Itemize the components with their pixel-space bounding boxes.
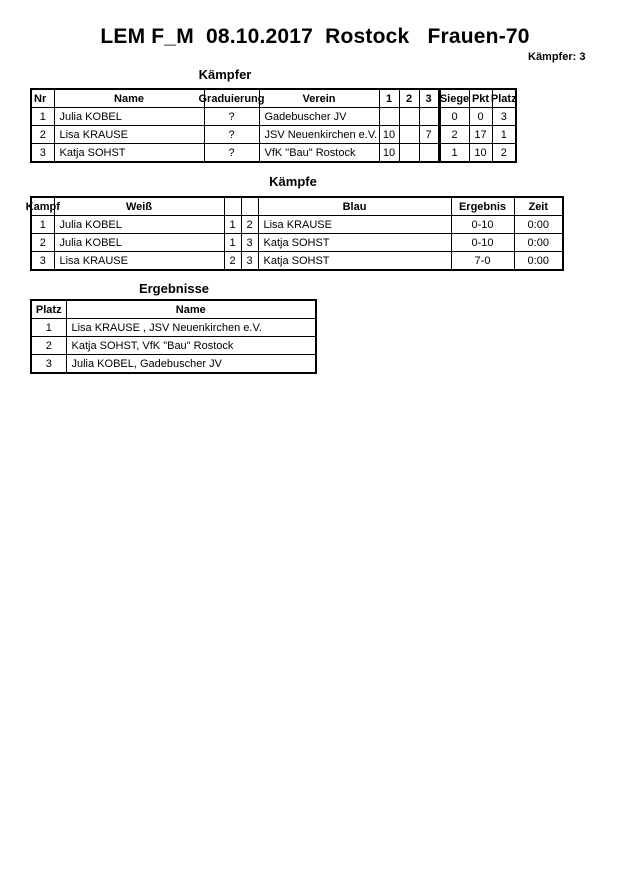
cell-white-fighter: Lisa KRAUSE — [54, 252, 224, 271]
table-row — [31, 355, 316, 374]
results-table — [30, 299, 317, 374]
col-header-verein: Verein — [259, 89, 379, 108]
cell-match1: 10 — [379, 126, 399, 144]
cell-graduierung: ? — [204, 108, 259, 126]
matches-header-row — [31, 197, 563, 216]
table-row — [31, 337, 316, 355]
cell-result: 0-10 — [451, 216, 514, 234]
fighter-count-label: Kämpfer: 3 — [528, 51, 586, 63]
section-heading-kaempfer: Kämpfer — [198, 67, 252, 82]
cell-blue-fighter: Katja SOHST — [258, 252, 451, 271]
cell-match1 — [379, 108, 399, 126]
cell-match1: 10 — [379, 144, 399, 163]
cell-blue-nr: 2 — [241, 216, 258, 234]
cell-siege: 0 — [439, 108, 469, 126]
col-header-blau: Blau — [258, 197, 451, 216]
cell-nr: 3 — [31, 144, 54, 163]
cell-blue-nr: 3 — [241, 234, 258, 252]
col-header-name: Name — [54, 89, 204, 108]
cell-white-fighter: Julia KOBEL — [54, 234, 224, 252]
cell-fighter-club: Lisa KRAUSE , JSV Neuenkirchen e.V. — [66, 319, 316, 337]
cell-time: 0:00 — [514, 216, 563, 234]
table-row — [31, 234, 563, 252]
cell-platz: 2 — [492, 144, 516, 163]
col-header-siege: Siege — [439, 89, 469, 108]
table-row — [31, 108, 516, 126]
cell-match3 — [419, 144, 439, 163]
cell-result: 0-10 — [451, 234, 514, 252]
cell-match3 — [419, 108, 439, 126]
cell-white-nr: 2 — [224, 252, 241, 271]
col-header-blue-nr — [241, 197, 258, 216]
cell-siege: 1 — [439, 144, 469, 163]
cell-result: 7-0 — [451, 252, 514, 271]
cell-white-fighter: Julia KOBEL — [54, 216, 224, 234]
cell-time: 0:00 — [514, 252, 563, 271]
cell-fighter-club: Katja SOHST, VfK "Bau" Rostock — [66, 337, 316, 355]
cell-pkt: 17 — [469, 126, 492, 144]
cell-rank: 2 — [31, 337, 66, 355]
cell-white-nr: 1 — [224, 216, 241, 234]
col-header-graduierung: Graduierung — [204, 89, 259, 108]
cell-white-nr: 1 — [224, 234, 241, 252]
cell-name: Julia KOBEL — [54, 108, 204, 126]
table-row — [31, 252, 563, 271]
col-header-weiss: Weiß — [54, 197, 224, 216]
cell-blue-fighter: Katja SOHST — [258, 234, 451, 252]
fighters-table — [30, 88, 517, 163]
cell-match3: 7 — [419, 126, 439, 144]
table-row — [31, 144, 516, 163]
col-header-white-nr — [224, 197, 241, 216]
cell-nr: 2 — [31, 126, 54, 144]
table-row — [31, 126, 516, 144]
results-header-row — [31, 300, 316, 319]
cell-rank: 3 — [31, 355, 66, 374]
cell-blue-fighter: Lisa KRAUSE — [258, 216, 451, 234]
col-header-pkt: Pkt — [469, 89, 492, 108]
col-header-zeit: Zeit — [514, 197, 563, 216]
col-header-platz: Platz — [31, 300, 66, 319]
cell-name: Lisa KRAUSE — [54, 126, 204, 144]
cell-platz: 3 — [492, 108, 516, 126]
cell-siege: 2 — [439, 126, 469, 144]
page-title: LEM F_M 08.10.2017 Rostock Frauen-70 — [100, 25, 530, 48]
cell-graduierung: ? — [204, 126, 259, 144]
col-header-match2: 2 — [399, 89, 419, 108]
col-header-nr: Nr — [31, 89, 54, 108]
cell-rank: 1 — [31, 319, 66, 337]
cell-pkt: 0 — [469, 108, 492, 126]
cell-pkt: 10 — [469, 144, 492, 163]
cell-match2 — [399, 108, 419, 126]
col-header-name: Name — [66, 300, 316, 319]
matches-table — [25, 196, 564, 271]
cell-name: Katja SOHST — [54, 144, 204, 163]
cell-kampf-nr: 1 — [31, 216, 54, 234]
cell-kampf-nr: 3 — [31, 252, 54, 271]
cell-graduierung: ? — [204, 144, 259, 163]
section-heading-kaempfe: Kämpfe — [269, 174, 317, 189]
section-heading-ergebnisse: Ergebnisse — [138, 281, 210, 296]
cell-verein: JSV Neuenkirchen e.V. — [259, 126, 379, 144]
cell-verein: VfK "Bau" Rostock — [259, 144, 379, 163]
col-header-match3: 3 — [419, 89, 439, 108]
cell-nr: 1 — [31, 108, 54, 126]
col-header-match1: 1 — [379, 89, 399, 108]
cell-blue-nr: 3 — [241, 252, 258, 271]
cell-platz: 1 — [492, 126, 516, 144]
col-header-kampf: Kampf — [31, 197, 54, 216]
cell-fighter-club: Julia KOBEL, Gadebuscher JV — [66, 355, 316, 374]
col-header-platz: Platz — [492, 89, 516, 108]
table-row — [31, 319, 316, 337]
cell-time: 0:00 — [514, 234, 563, 252]
cell-match2 — [399, 144, 419, 163]
fighters-header-row — [31, 89, 516, 108]
cell-match2 — [399, 126, 419, 144]
col-header-ergebnis: Ergebnis — [451, 197, 514, 216]
cell-kampf-nr: 2 — [31, 234, 54, 252]
table-row — [31, 216, 563, 234]
cell-verein: Gadebuscher JV — [259, 108, 379, 126]
